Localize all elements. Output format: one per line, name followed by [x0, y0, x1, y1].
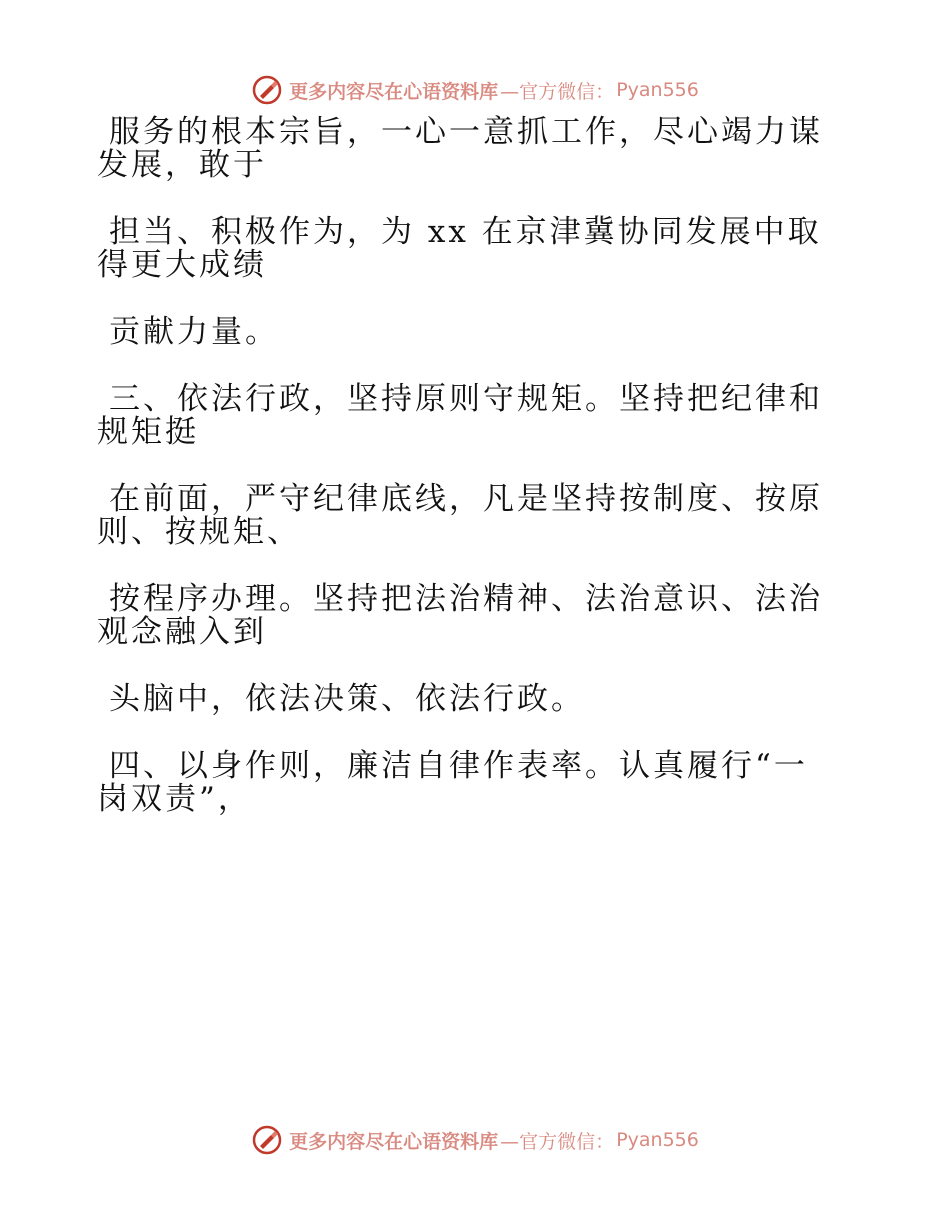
paragraph-1: 服务的根本宗旨，一心一意抓工作，尽心竭力谋发展，敢于 — [97, 114, 823, 183]
header-watermark — [0, 70, 950, 110]
watermark-site-text: 更多内容尽在心语资料库 — [289, 80, 499, 103]
paragraph-3: 贡献力量。 — [109, 314, 279, 350]
watermark-wechat-id: Pyan556 — [616, 1129, 699, 1151]
pen-nib-logo-icon — [251, 1124, 283, 1156]
paragraph-4: 三、依法行政，坚持原则守规矩。坚持把纪律和规矩挺 — [97, 381, 823, 450]
watermark-dash-text: —官方微信： — [500, 80, 615, 103]
paragraph-8: 四、以身作则，廉洁自律作表率。认真履行“一岗双责”， — [97, 748, 808, 817]
watermark-site-text: 更多内容尽在心语资料库 — [289, 1130, 499, 1153]
paragraph-5: 在前面，严守纪律底线，凡是坚持按制度、按原则、按规矩、 — [97, 481, 823, 550]
document-body — [97, 116, 837, 850]
footer-watermark — [0, 1120, 950, 1160]
pen-nib-logo-icon — [251, 74, 283, 106]
paragraph-6: 按程序办理。坚持把法治精神、法治意识、法治观念融入到 — [97, 581, 823, 650]
watermark-dash-text: —官方微信： — [500, 1130, 615, 1153]
paragraph-2: 担当、积极作为，为 xx 在京津冀协同发展中取得更大成绩 — [97, 214, 822, 283]
paragraph-7: 头脑中，依法决策、依法行政。 — [109, 681, 585, 717]
watermark-wechat-id: Pyan556 — [616, 79, 699, 101]
